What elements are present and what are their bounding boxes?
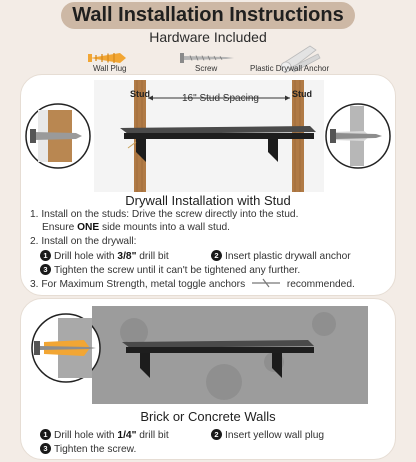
toggle-anchor-icon	[251, 278, 281, 288]
drywall-anchor-label: Plastic Drywall Anchor	[250, 64, 330, 73]
drywall-substep-1: 1 Drill hole with 3/8" drill bit	[40, 250, 169, 262]
drywall-step-1-note: Ensure ONE side mounts into a wall stud.	[42, 222, 230, 233]
step-number-badge: 2	[211, 250, 222, 261]
drywall-step-1: 1. Install on the studs: Drive the screw directly into the stud.	[30, 209, 299, 220]
step-number-badge: 3	[40, 264, 51, 275]
drywall-step-2: 2. Install on the drywall:	[30, 236, 137, 247]
stud-label-left: Stud	[130, 89, 150, 99]
hardware-title: Hardware Included	[149, 29, 267, 45]
stud-spacing-label: 16" Stud Spacing	[182, 93, 259, 104]
drywall-section-title: Drywall Installation with Stud	[125, 193, 291, 208]
step-number-badge: 3	[40, 443, 51, 454]
brick-substep-2: 2 Insert yellow wall plug	[211, 429, 324, 441]
wall-plug-label: Wall Plug	[93, 64, 127, 73]
screw-label: Screw	[195, 64, 218, 73]
brick-substep-3: 3 Tighten the screw.	[40, 443, 136, 455]
stud-label-right: Stud	[292, 89, 312, 99]
brick-section-title: Brick or Concrete Walls	[140, 409, 276, 424]
step-number-badge: 2	[211, 429, 222, 440]
drywall-substep-3: 3 Tighten the screw until it can't be tightened any further.	[40, 264, 300, 276]
concrete-illustration	[24, 302, 392, 406]
step-number-badge: 1	[40, 429, 51, 440]
brick-substep-1: 1 Drill hole with 1/4" drill bit	[40, 429, 169, 441]
page-title: Wall Installation Instructions	[61, 2, 355, 29]
step-number-badge: 1	[40, 250, 51, 261]
drywall-step-3: 3. For Maximum Strength, metal toggle anchors recommended.	[30, 279, 355, 290]
drywall-substep-2: 2 Insert plastic drywall anchor	[211, 250, 351, 262]
